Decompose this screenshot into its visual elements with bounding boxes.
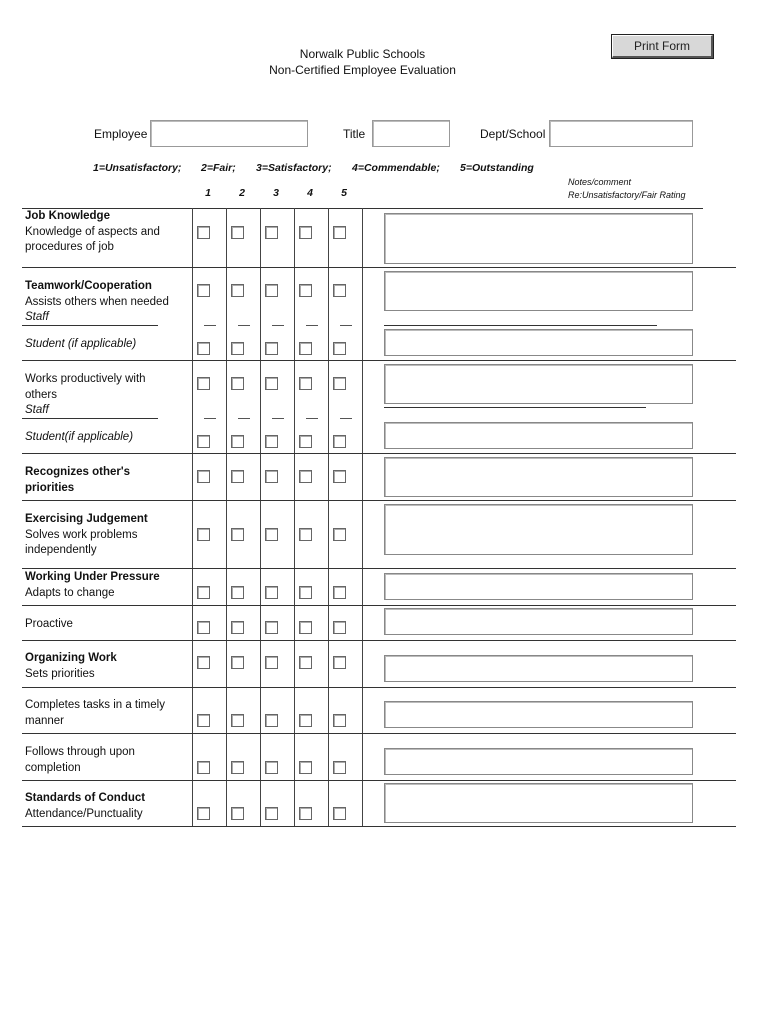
column-2-header: 2 [239,187,245,199]
rating-5-checkbox[interactable] [333,226,346,239]
rating-3-checkbox[interactable] [265,621,278,634]
rating-3-checkbox[interactable] [265,377,278,390]
rating-3-checkbox[interactable] [265,435,278,448]
works-productively-student-label: Student(if applicable) [25,431,134,443]
criterion-desc: Sets priorities [25,667,95,680]
notes-field[interactable] [384,271,693,311]
criterion-desc: Proactive [25,618,73,630]
criterion-works-productively [25,372,146,419]
criterion-organizing-work [25,651,117,682]
form-title [0,46,725,78]
criterion-standards-of-conduct [25,791,145,822]
employee-label: Employee [94,127,148,141]
rating-3-checkbox[interactable] [265,586,278,599]
rating-4-checkbox[interactable] [299,656,312,669]
dash [204,325,216,326]
staff-label: Staff [25,311,49,323]
scale-3: 3=Satisfactory; [256,162,332,174]
notes-field[interactable] [384,364,693,404]
criterion-desc: procedures of job [25,241,114,253]
notes-separator-line [384,325,657,326]
criterion-title: priorities [25,481,75,494]
criterion-title: Organizing Work [25,652,117,664]
criterion-desc: others [25,388,57,401]
criterion-title: Standards of Conduct [25,792,146,804]
rating-5-checkbox[interactable] [333,621,346,634]
title-label: Title [343,127,366,141]
criterion-desc: Attendance/Punctuality [25,807,143,820]
criterion-recognizes-priorities [25,465,130,496]
evaluation-title: Non-Certified Employee Evaluation [269,63,456,77]
criterion-title: Job Knowledge [25,210,110,222]
criterion-desc: Knowledge of aspects and [25,225,160,238]
rating-1-checkbox[interactable] [197,377,210,390]
notes-separator-line [384,407,646,408]
rating-1-checkbox[interactable] [197,761,210,774]
rating-4-checkbox[interactable] [299,621,312,634]
rating-2-checkbox[interactable] [231,714,244,727]
rating-5-checkbox[interactable] [333,435,346,448]
rating-5-checkbox[interactable] [333,284,346,297]
row-divider [22,267,736,268]
dash [340,418,352,419]
dash [204,418,216,419]
criterion-desc: completion [25,761,81,774]
rating-1-checkbox[interactable] [197,586,210,599]
row-divider [22,640,736,641]
rating-1-checkbox[interactable] [197,656,210,669]
rating-5-checkbox[interactable] [333,342,346,355]
rating-4-checkbox[interactable] [299,586,312,599]
staff-label: Staff [25,404,49,416]
notes-field[interactable] [384,422,693,449]
column-4-header: 4 [307,187,313,199]
rating-4-checkbox[interactable] [299,528,312,541]
notes-field[interactable] [384,457,693,497]
criterion-desc: Assists others when needed [25,295,169,308]
rating-1-checkbox[interactable] [197,284,210,297]
rating-1-checkbox[interactable] [197,528,210,541]
criterion-completes-tasks [25,698,165,729]
criterion-teamwork [25,279,169,326]
scale-2: 2=Fair; [201,162,236,174]
school-name: Norwalk Public Schools [299,47,426,61]
rating-5-checkbox[interactable] [333,528,346,541]
rating-1-checkbox[interactable] [197,342,210,355]
print-form-button[interactable]: Print Form [612,35,713,58]
criterion-job-knowledge [25,209,160,256]
scale-5: 5=Outstanding [460,162,534,174]
rating-3-checkbox[interactable] [265,226,278,239]
rating-4-checkbox[interactable] [299,226,312,239]
rating-3-checkbox[interactable] [265,714,278,727]
row-divider [22,605,736,606]
column-1-header: 1 [205,187,211,199]
notes-header [568,176,686,202]
rating-5-checkbox[interactable] [333,377,346,390]
row-divider [22,733,736,734]
notes-field[interactable] [384,504,693,555]
notes-field[interactable] [384,748,693,775]
rating-4-checkbox[interactable] [299,470,312,483]
rating-1-checkbox[interactable] [197,226,210,239]
criterion-title: Exercising Judgement [25,513,148,525]
criterion-desc: Adapts to change [25,586,115,599]
notes-field[interactable] [384,701,693,728]
rating-2-checkbox[interactable] [231,761,244,774]
rating-2-checkbox[interactable] [231,342,244,355]
rating-2-checkbox[interactable] [231,656,244,669]
criterion-desc: Follows through upon [25,746,135,758]
dash [238,418,250,419]
criterion-title: Teamwork/Cooperation [25,280,152,292]
rating-5-checkbox[interactable] [333,714,346,727]
notes-header-line1: Notes/comment [568,177,632,187]
criterion-title: Working Under Pressure [25,571,160,583]
row-divider [22,687,736,688]
rating-2-checkbox[interactable] [231,586,244,599]
rating-2-checkbox[interactable] [231,807,244,820]
dept-school-field[interactable] [549,120,693,147]
rating-1-checkbox[interactable] [197,621,210,634]
rating-4-checkbox[interactable] [299,807,312,820]
notes-field[interactable] [384,329,693,356]
criterion-desc: manner [25,714,64,727]
rating-4-checkbox[interactable] [299,714,312,727]
criterion-desc: independently [25,544,97,556]
employee-field[interactable] [150,120,308,147]
rating-4-checkbox[interactable] [299,284,312,297]
teamwork-student-label: Student (if applicable) [25,338,137,350]
rating-3-checkbox[interactable] [265,470,278,483]
row-divider [22,453,736,454]
dash [306,418,318,419]
notes-field[interactable] [384,608,693,635]
criterion-proactive [25,617,73,633]
row-divider [22,826,736,827]
rating-2-checkbox[interactable] [231,621,244,634]
rating-4-checkbox[interactable] [299,377,312,390]
rating-3-checkbox[interactable] [265,342,278,355]
column-3-header: 3 [273,187,279,199]
notes-field[interactable] [384,213,693,264]
dash [272,418,284,419]
rating-1-checkbox[interactable] [197,714,210,727]
row-divider [22,500,736,501]
dash [306,325,318,326]
rating-5-checkbox[interactable] [333,761,346,774]
dash [340,325,352,326]
rating-3-checkbox[interactable] [265,656,278,669]
scale-4: 4=Commendable; [352,162,440,174]
notes-header-line2: Re:Unsatisfactory/Fair Rating [568,190,686,200]
rating-5-checkbox[interactable] [333,807,346,820]
rating-2-checkbox[interactable] [231,528,244,541]
notes-field[interactable] [384,783,693,823]
rating-3-checkbox[interactable] [265,807,278,820]
row-divider [22,360,736,361]
rating-3-checkbox[interactable] [265,284,278,297]
rating-2-checkbox[interactable] [231,284,244,297]
criterion-working-under-pressure [25,570,160,601]
criterion-desc: Solves work problems [25,528,138,541]
rating-2-checkbox[interactable] [231,435,244,448]
rating-5-checkbox[interactable] [333,470,346,483]
rating-3-checkbox[interactable] [265,761,278,774]
row-divider [22,568,736,569]
scale-1: 1=Unsatisfactory; [93,162,182,174]
notes-field[interactable] [384,573,693,600]
row-divider [22,780,736,781]
rating-1-checkbox[interactable] [197,807,210,820]
criterion-follows-through [25,745,135,776]
rating-5-checkbox[interactable] [333,586,346,599]
rating-4-checkbox[interactable] [299,761,312,774]
dept-school-label: Dept/School [480,127,546,141]
dash [238,325,250,326]
rating-4-checkbox[interactable] [299,342,312,355]
criterion-title: Recognizes other's [25,466,130,478]
rating-2-checkbox[interactable] [231,226,244,239]
rating-1-checkbox[interactable] [197,470,210,483]
rating-5-checkbox[interactable] [333,656,346,669]
criterion-desc: Works productively with [25,373,146,385]
title-field[interactable] [372,120,450,147]
rating-2-checkbox[interactable] [231,377,244,390]
dash [272,325,284,326]
column-5-header: 5 [341,187,347,199]
notes-field[interactable] [384,655,693,682]
criterion-desc: Completes tasks in a timely [25,699,165,711]
rating-1-checkbox[interactable] [197,435,210,448]
criterion-exercising-judgement [25,512,148,559]
rating-3-checkbox[interactable] [265,528,278,541]
rating-4-checkbox[interactable] [299,435,312,448]
rating-2-checkbox[interactable] [231,470,244,483]
